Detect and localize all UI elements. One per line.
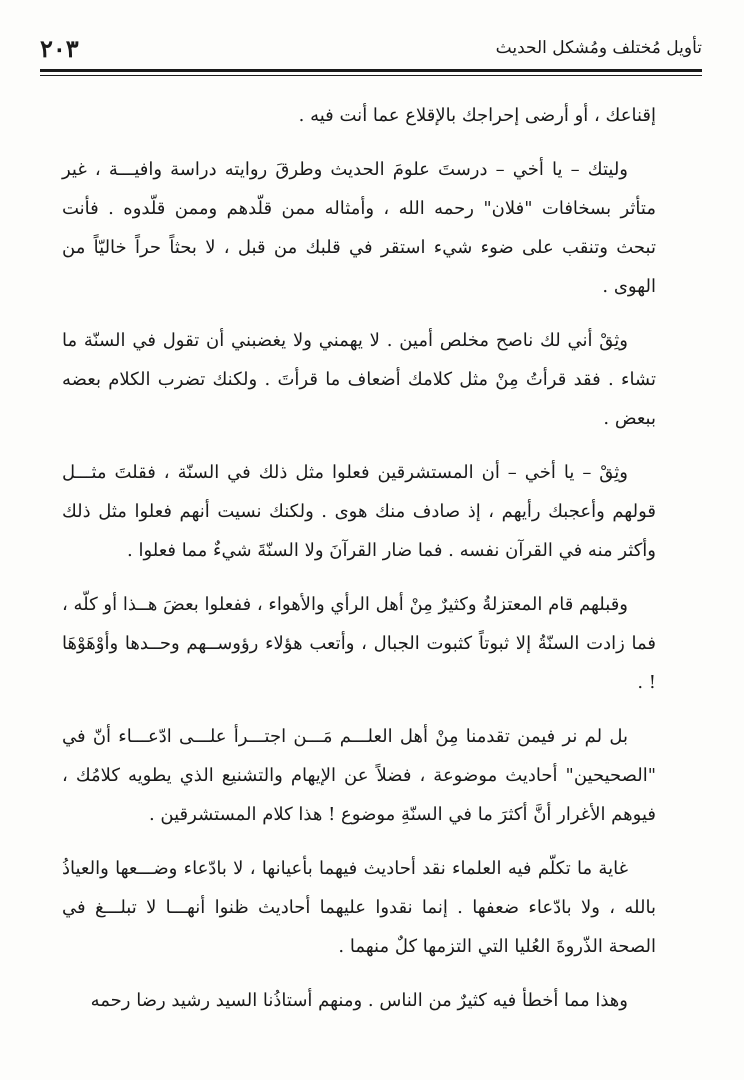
page-header (40, 30, 702, 66)
header-rule-thick (40, 69, 702, 72)
paragraph: وثِقْ – يا أخي – أن المستشرقين فعلوا مثل ذلك في السنّة ، فقلتَ مثـــل قولهم وأعجبك رأيهم ، إذ صادف منك هوى . ولكنك نسيت أنهم فعلوا مثل ذلك وأكثر منه في القرآن نفسه . فما ضار القرآنَ ولا السنّةَ شيءٌ مما فعلوا . (62, 462, 656, 561)
body-text (62, 96, 656, 1035)
paragraph: وقبلهم قام المعتزلةُ وكثيرٌ مِنْ أهل الرأي والأهواء ، ففعلوا بعضَ هــذا أو كلّه ، فما زادت السنّةُ إلا ثبوتاً كثبوت الجبال ، وأتعب هؤلاء رؤوســهم وحــدها وأوْهَوْهَا ! . (62, 594, 656, 693)
paragraph: وليتك – يا أخي – درستَ علومَ الحديث وطرقَ روايته دراسة وافيـــة ، غير متأثر بسخافات "فلان" رحمه الله ، وأمثاله ممن قلّدهم وممن قلّدوه . فأنت تبحث وتنقب على ضوء شيء استقر في قلبك من قبل ، لا بحثاً حراً خاليّاً من الهوى . (62, 159, 656, 297)
paragraph: غاية ما تكلّم فيه العلماء نقد أحاديث فيهما بأعيانها ، لا بادّعاء وضـــعها والعياذُ بالله ، ولا بادّعاء ضعفها . إنما نقدوا عليهما أحاديث ظنوا أنهـــا لا تبلـــغ في الصحة الذّروةَ العُليا التي التزمها كلٌ منهما . (62, 858, 656, 957)
paragraph: إقناعك ، أو أرضى إحراجك بالإقلاع عما أنت فيه . (298, 105, 656, 126)
page-number: ٢٠٣ (40, 33, 79, 63)
paragraph: بل لم نر فيمن تقدمنا مِنْ أهل العلـــم مَـــن اجتـــرأ علـــى ادّعـــاء أنّ في "الصحيحين" أحاديث موضوعة ، فضلاً عن الإيهام والتشنيع الذي يطويه كلامُك ، فيوهم الأغرار أنَّ أكثرَ ما في السنّةِ موضوع ! هذا كلام المستشرقين . (62, 726, 656, 825)
header-rule-thin (40, 75, 702, 76)
paragraph: وثِقْ أني لك ناصح مخلص أمين . لا يهمني ولا يغضبني أن تقول في السنّة ما تشاء . فقد قرأتُ مِنْ مثل كلامك أضعاف ما قرأتَ . ولكنك تضرب الكلام بعضه ببعض . (62, 330, 656, 429)
paragraph: وهذا مما أخطأ فيه كثيرٌ من الناس . ومنهم أستاذُنا السيد رشيد رضا رحمه (90, 990, 628, 1011)
running-title: تأويل مُختلف ومُشكل الحديث (495, 38, 702, 58)
